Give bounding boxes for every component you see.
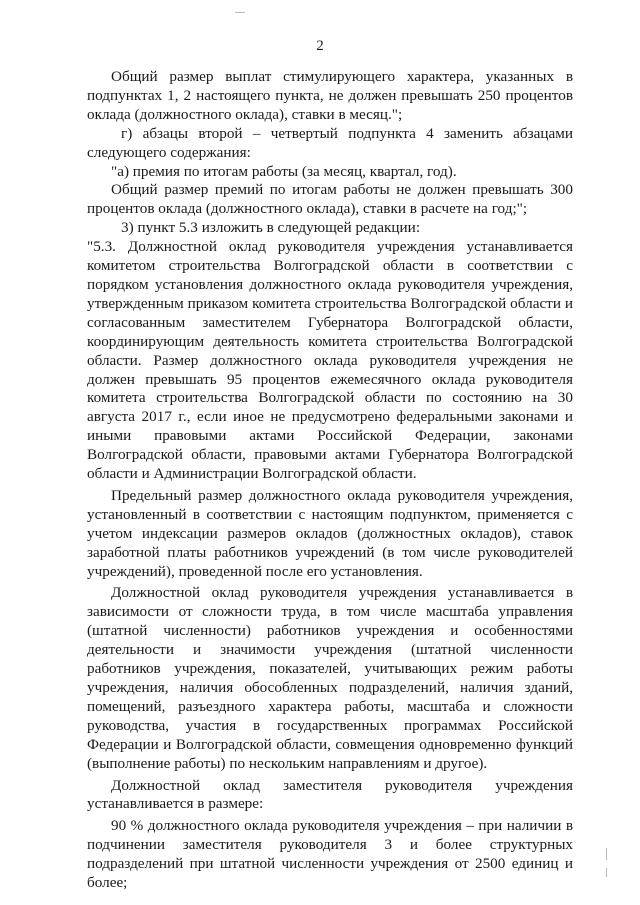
page-number: 2 (316, 38, 324, 54)
paragraph-ninety-percent: 90 % должностного оклада руководителя учреждения – при наличии в подчинении заместителя руководителя 3 и более структурных подразделений при штатной численности учреждения от 2500 единиц и более; (87, 817, 573, 892)
document-body (87, 68, 573, 893)
scan-mark (606, 868, 607, 877)
paragraph-salary-factors: Должностной оклад руководителя учреждения устанавливается в зависимости от сложности труда, в том числе масштаба управления (штатной численности) работников учреждения и особенностями деятельности и значимости учреждения (штатной численности работников учреждения, показателей, учитывающих режим работы учреждения, наличия обособленных подразделений, наличия зданий, помещений, разъездного характера работы, масштаба и сложности руководства, участия в государственных программах Российской Федерации и Волгоградской области, совмещения одновременно функций (выполнение работы) по нескольким направлениям и другое). (87, 584, 573, 772)
paragraph-amendment-g: г) абзацы второй – четвертый подпункта 4 заменить абзацами следующего содержания: (87, 124, 573, 161)
paragraph-total-bonuses: Общий размер премий по итогам работы не должен превышать 300 процентов оклада (должностного оклада), ставки в расчете на год;"; (87, 181, 573, 218)
paragraph-deputy-salary: Должностной оклад заместителя руководителя учреждения устанавливается в размере: (87, 776, 573, 813)
paragraph-clause-5-3: "5.3. Должностной оклад руководителя учреждения устанавливается комитетом строительства Волгоградской области в соответствии с порядком установления должностного оклада руководителя учреждения, утвержденным приказом комитета строительства Волгоградской области и согласованным заместителем Губернатора Волгоградской области, координирующим деятельность комитета строительства Волгоградской области. Размер должностного оклада руководителя учреждения не должен превышать 95 процентов ежемесячного оклада руководителя комитета строительства Волгоградской области по состоянию на 30 августа 2017 г., если иное не предусмотрено федеральными законами и иными правовыми актами Российской Федерации, законами Волгоградской области, правовыми актами Губернатора Волгоградской области и Администрации Волгоградской области. (87, 238, 573, 483)
scan-mark (235, 12, 245, 13)
scan-mark (606, 848, 607, 860)
paragraph-max-salary: Предельный размер должностного оклада руководителя учреждения, установленный в соответствии с настоящим подпунктом, применяется с учетом индексации размеров окладов (должностных окладов), ставок заработной платы работников учреждений (в том числе руководителей учреждений), проведенной после его установления. (87, 486, 573, 580)
paragraph-bonus-a: "а) премия по итогам работы (за месяц, квартал, год). (111, 162, 457, 180)
paragraph-total-incentive-payments: Общий размер выплат стимулирующего характера, указанных в подпунктах 1, 2 настоящего пункта, не должен превышать 250 процентов оклада (должностного оклада), ставки в месяц."; (87, 68, 573, 123)
paragraph-item-3: 3) пункт 5.3 изложить в следующей редакции: (121, 219, 421, 237)
